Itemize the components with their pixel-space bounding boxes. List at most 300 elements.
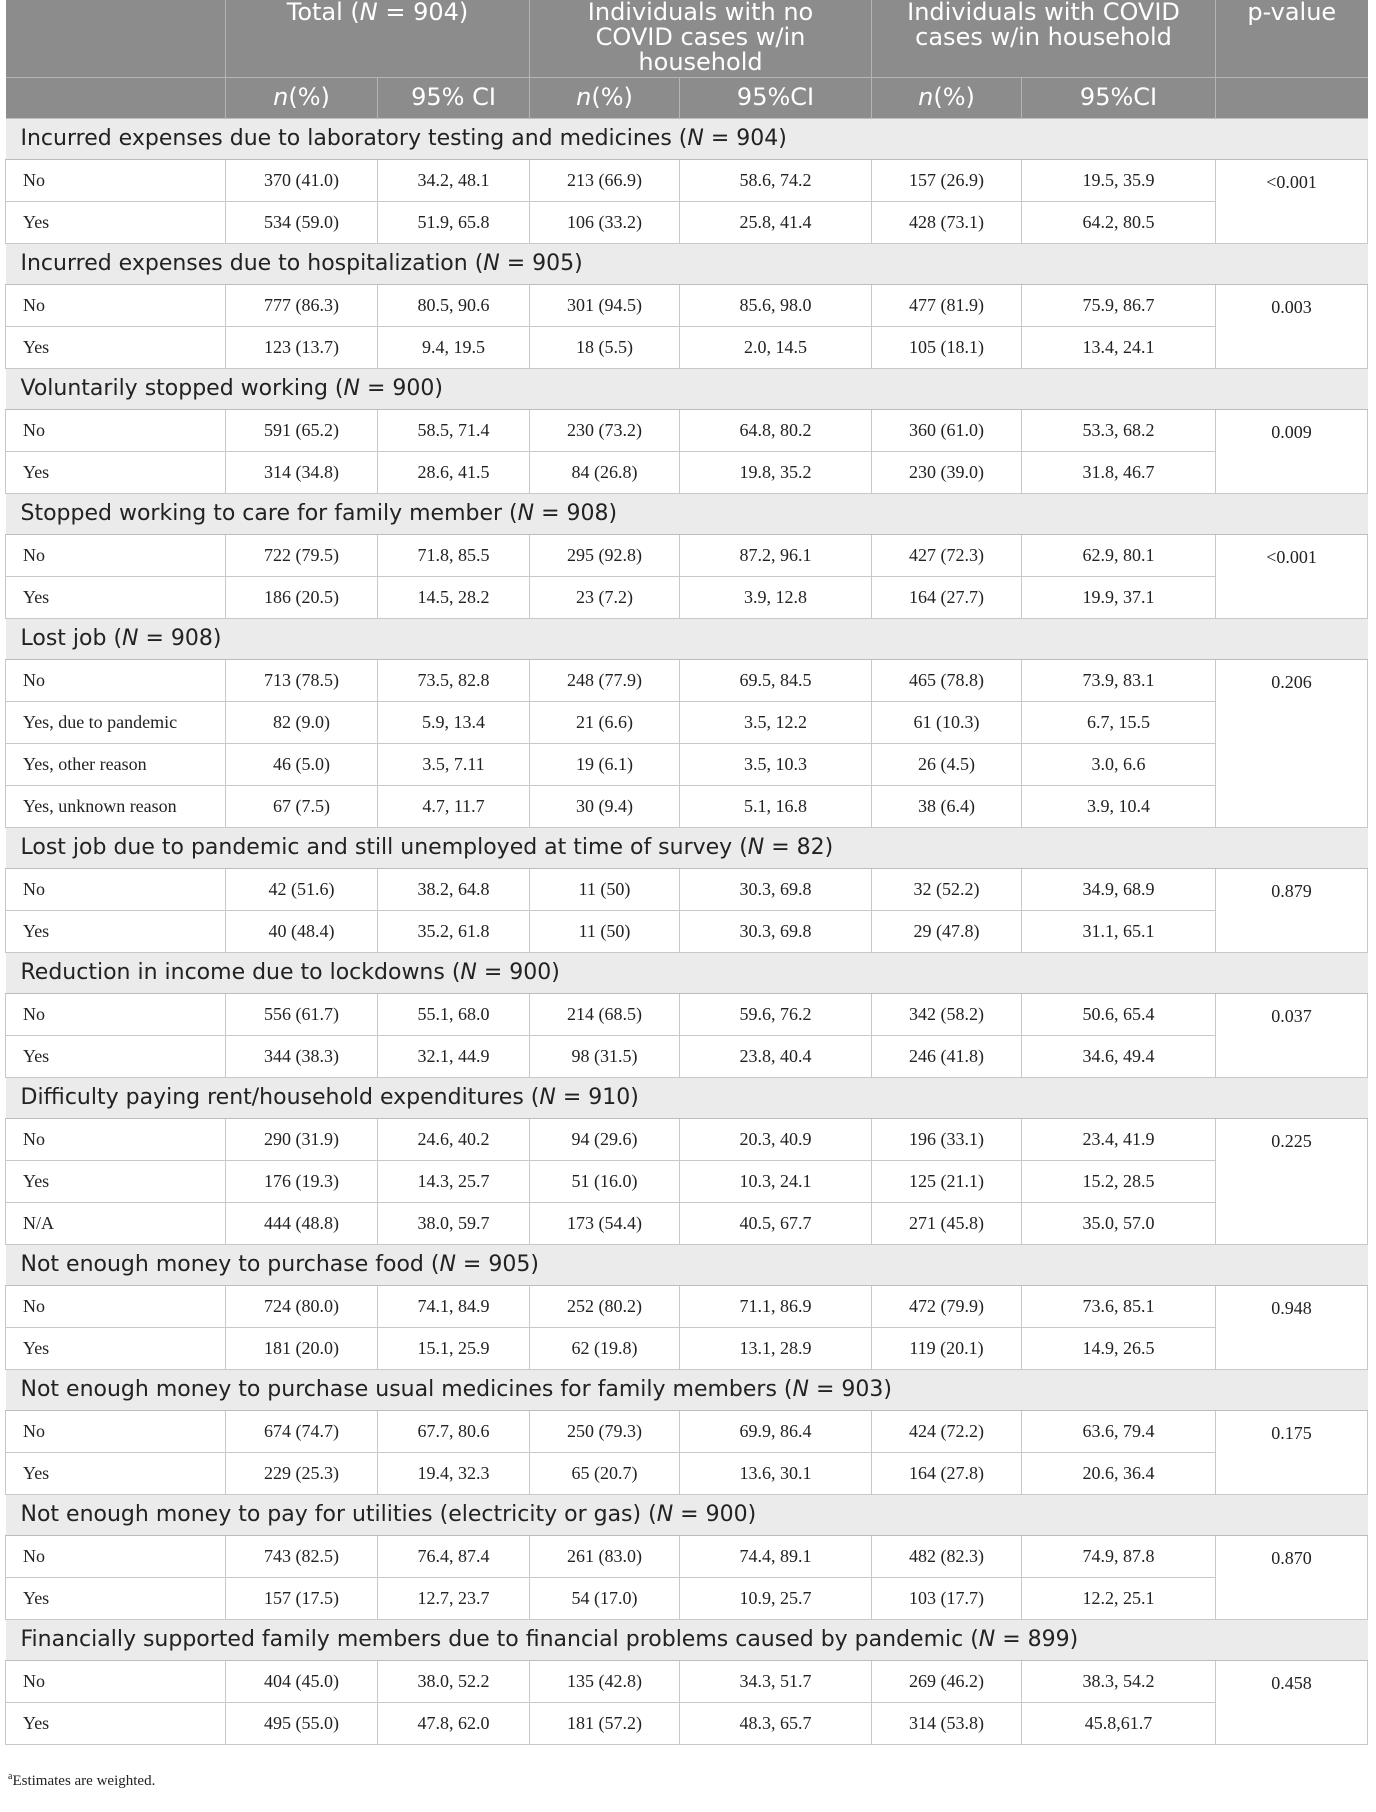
covid-n-cell: 26 (4.5) xyxy=(872,743,1022,785)
section-title-text: Not enough money to purchase usual medicines for family members ( xyxy=(20,1377,793,1402)
subheader-total-n: n(%) xyxy=(226,77,378,118)
table-row xyxy=(6,993,1368,1035)
section-n-value: = 905) xyxy=(455,1252,539,1277)
section-header xyxy=(6,1244,1368,1285)
total-n-cell: 181 (20.0) xyxy=(226,1327,378,1369)
total-ci-cell: 55.1, 68.0 xyxy=(378,993,530,1035)
table-row xyxy=(6,785,1368,827)
total-ci-cell: 35.2, 61.8 xyxy=(378,910,530,952)
total-ci-cell: 12.7, 23.7 xyxy=(378,1577,530,1619)
section-header xyxy=(6,1494,1368,1535)
table-row xyxy=(6,1535,1368,1577)
pvalue-cell: 0.948 xyxy=(1216,1285,1368,1369)
no-covid-n-cell: 248 (77.9) xyxy=(530,659,680,701)
covid-ci-cell: 31.8, 46.7 xyxy=(1022,451,1216,493)
row-label: Yes xyxy=(6,1160,226,1202)
section-title xyxy=(6,1077,1368,1118)
covid-n-cell: 424 (72.2) xyxy=(872,1410,1022,1452)
covid-n-cell: 342 (58.2) xyxy=(872,993,1022,1035)
row-label: Yes, unknown reason xyxy=(6,785,226,827)
covid-n-cell: 157 (26.9) xyxy=(872,159,1022,201)
table-row xyxy=(6,743,1368,785)
section-n-value: = 905) xyxy=(499,251,583,276)
subheader-no-n: n(%) xyxy=(530,77,680,118)
header-covid: Individuals with COVID cases w/in household xyxy=(872,0,1216,77)
total-n-cell: 556 (61.7) xyxy=(226,993,378,1035)
section-header xyxy=(6,368,1368,409)
section-n-symbol: N xyxy=(517,501,535,526)
total-n-cell: 186 (20.5) xyxy=(226,576,378,618)
covid-n-cell: 472 (79.9) xyxy=(872,1285,1022,1327)
section-n-value: = 908) xyxy=(534,501,618,526)
covid-n-cell: 477 (81.9) xyxy=(872,284,1022,326)
row-label: Yes xyxy=(6,201,226,243)
covid-n-cell: 61 (10.3) xyxy=(872,701,1022,743)
no-covid-ci-cell: 13.1, 28.9 xyxy=(680,1327,872,1369)
row-label: Yes xyxy=(6,1702,226,1744)
table-row xyxy=(6,1160,1368,1202)
section-title-text: Stopped working to care for family member ( xyxy=(20,501,518,526)
total-n-cell: 82 (9.0) xyxy=(226,701,378,743)
covid-ci-cell: 6.7, 15.5 xyxy=(1022,701,1216,743)
row-label: Yes xyxy=(6,1035,226,1077)
covid-n-cell: 269 (46.2) xyxy=(872,1660,1022,1702)
no-covid-ci-cell: 19.8, 35.2 xyxy=(680,451,872,493)
covid-n-cell: 196 (33.1) xyxy=(872,1118,1022,1160)
header-pvalue: p-value xyxy=(1216,0,1368,77)
pvalue-cell: 0.458 xyxy=(1216,1660,1368,1744)
no-covid-n-cell: 23 (7.2) xyxy=(530,576,680,618)
no-covid-n-cell: 301 (94.5) xyxy=(530,284,680,326)
table-body xyxy=(6,118,1368,1744)
covid-n-cell: 103 (17.7) xyxy=(872,1577,1022,1619)
section-title xyxy=(6,493,1368,534)
covid-n-cell: 29 (47.8) xyxy=(872,910,1022,952)
section-n-symbol: N xyxy=(539,1085,556,1110)
total-n-cell: 67 (7.5) xyxy=(226,785,378,827)
covid-n-cell: 125 (21.1) xyxy=(872,1160,1022,1202)
subheader-yes-ci: 95%CI xyxy=(1022,77,1216,118)
total-n-cell: 290 (31.9) xyxy=(226,1118,378,1160)
row-label: No xyxy=(6,659,226,701)
covid-ci-cell: 3.9, 10.4 xyxy=(1022,785,1216,827)
no-covid-n-cell: 173 (54.4) xyxy=(530,1202,680,1244)
section-title-text: Incurred expenses due to laboratory testing and medicines ( xyxy=(20,126,688,151)
subheader-pvalue-blank xyxy=(1216,77,1368,118)
total-ci-cell: 5.9, 13.4 xyxy=(378,701,530,743)
row-label: No xyxy=(6,1660,226,1702)
section-n-value: = 904) xyxy=(703,126,787,151)
covid-ci-cell: 12.2, 25.1 xyxy=(1022,1577,1216,1619)
total-n-cell: 713 (78.5) xyxy=(226,659,378,701)
section-title xyxy=(6,368,1368,409)
covid-n-cell: 119 (20.1) xyxy=(872,1327,1022,1369)
covid-ci-cell: 34.6, 49.4 xyxy=(1022,1035,1216,1077)
section-header xyxy=(6,1077,1368,1118)
no-covid-ci-cell: 30.3, 69.8 xyxy=(680,910,872,952)
no-covid-ci-cell: 23.8, 40.4 xyxy=(680,1035,872,1077)
table-row xyxy=(6,284,1368,326)
total-ci-cell: 76.4, 87.4 xyxy=(378,1535,530,1577)
total-n-cell: 495 (55.0) xyxy=(226,1702,378,1744)
total-n-cell: 40 (48.4) xyxy=(226,910,378,952)
total-ci-cell: 14.5, 28.2 xyxy=(378,576,530,618)
section-n-symbol: N xyxy=(687,126,704,151)
row-label: N/A xyxy=(6,1202,226,1244)
pvalue-cell: 0.175 xyxy=(1216,1410,1368,1494)
no-covid-ci-cell: 25.8, 41.4 xyxy=(680,201,872,243)
table-row xyxy=(6,1577,1368,1619)
no-covid-n-cell: 62 (19.8) xyxy=(530,1327,680,1369)
section-n-symbol: N xyxy=(747,835,765,860)
section-title-text: Lost job ( xyxy=(20,626,123,651)
total-ci-cell: 71.8, 85.5 xyxy=(378,534,530,576)
covid-ci-cell: 63.6, 79.4 xyxy=(1022,1410,1216,1452)
table-row xyxy=(6,409,1368,451)
section-title-text: Not enough money to pay for utilities (electricity or gas) ( xyxy=(20,1502,657,1527)
pvalue-cell: 0.003 xyxy=(1216,284,1368,368)
total-n-cell: 777 (86.3) xyxy=(226,284,378,326)
total-ci-cell: 4.7, 11.7 xyxy=(378,785,530,827)
section-n-value: = 900) xyxy=(359,376,443,401)
section-header xyxy=(6,243,1368,284)
pvalue-cell: <0.001 xyxy=(1216,159,1368,243)
no-covid-ci-cell: 3.9, 12.8 xyxy=(680,576,872,618)
total-n-cell: 724 (80.0) xyxy=(226,1285,378,1327)
table-row xyxy=(6,326,1368,368)
no-covid-n-cell: 261 (83.0) xyxy=(530,1535,680,1577)
no-covid-ci-cell: 85.6, 98.0 xyxy=(680,284,872,326)
total-ci-cell: 9.4, 19.5 xyxy=(378,326,530,368)
footnote: $^a$Estimates are weighted. xyxy=(8,1771,156,1789)
pvalue-cell: 0.225 xyxy=(1216,1118,1368,1244)
section-title-text: Difficulty paying rent/household expenditures ( xyxy=(20,1085,540,1110)
row-label: No xyxy=(6,1285,226,1327)
no-covid-ci-cell: 58.6, 74.2 xyxy=(680,159,872,201)
total-ci-cell: 47.8, 62.0 xyxy=(378,1702,530,1744)
total-n-cell: 534 (59.0) xyxy=(226,201,378,243)
table-row xyxy=(6,1702,1368,1744)
total-n-cell: 176 (19.3) xyxy=(226,1160,378,1202)
no-covid-ci-cell: 10.9, 25.7 xyxy=(680,1577,872,1619)
total-ci-cell: 34.2, 48.1 xyxy=(378,159,530,201)
section-n-symbol: N xyxy=(483,251,500,276)
covid-ci-cell: 3.0, 6.6 xyxy=(1022,743,1216,785)
section-n-symbol: N xyxy=(978,1627,996,1652)
row-label: No xyxy=(6,284,226,326)
covid-ci-cell: 20.6, 36.4 xyxy=(1022,1452,1216,1494)
pvalue-cell: 0.206 xyxy=(1216,659,1368,827)
total-ci-cell: 74.1, 84.9 xyxy=(378,1285,530,1327)
covid-ci-cell: 15.2, 28.5 xyxy=(1022,1160,1216,1202)
total-ci-cell: 38.0, 52.2 xyxy=(378,1660,530,1702)
covid-ci-cell: 19.9, 37.1 xyxy=(1022,576,1216,618)
no-covid-n-cell: 54 (17.0) xyxy=(530,1577,680,1619)
header-row-1 xyxy=(6,0,1368,77)
no-covid-n-cell: 135 (42.8) xyxy=(530,1660,680,1702)
no-covid-n-cell: 84 (26.8) xyxy=(530,451,680,493)
no-covid-n-cell: 106 (33.2) xyxy=(530,201,680,243)
no-covid-ci-cell: 59.6, 76.2 xyxy=(680,993,872,1035)
section-n-value: = 908) xyxy=(138,626,222,651)
section-header xyxy=(6,1369,1368,1410)
row-label: No xyxy=(6,159,226,201)
covid-n-cell: 428 (73.1) xyxy=(872,201,1022,243)
table-row xyxy=(6,1452,1368,1494)
total-ci-cell: 38.0, 59.7 xyxy=(378,1202,530,1244)
no-covid-ci-cell: 40.5, 67.7 xyxy=(680,1202,872,1244)
row-label: No xyxy=(6,1410,226,1452)
covid-ci-cell: 53.3, 68.2 xyxy=(1022,409,1216,451)
covid-n-cell: 164 (27.7) xyxy=(872,576,1022,618)
subheader-yes-n: n(%) xyxy=(872,77,1022,118)
section-n-value: = 910) xyxy=(555,1085,639,1110)
covid-ci-cell: 62.9, 80.1 xyxy=(1022,534,1216,576)
no-covid-ci-cell: 20.3, 40.9 xyxy=(680,1118,872,1160)
table-row xyxy=(6,910,1368,952)
section-title-text: Voluntarily stopped working ( xyxy=(20,376,344,401)
covid-n-cell: 271 (45.8) xyxy=(872,1202,1022,1244)
row-label: Yes xyxy=(6,1452,226,1494)
table-row xyxy=(6,868,1368,910)
no-covid-ci-cell: 74.4, 89.1 xyxy=(680,1535,872,1577)
total-ci-cell: 24.6, 40.2 xyxy=(378,1118,530,1160)
section-header xyxy=(6,1619,1368,1660)
section-n-value: = 900) xyxy=(476,960,560,985)
section-header xyxy=(6,493,1368,534)
no-covid-n-cell: 295 (92.8) xyxy=(530,534,680,576)
total-ci-cell: 38.2, 64.8 xyxy=(378,868,530,910)
section-title xyxy=(6,118,1368,159)
section-title xyxy=(6,1369,1368,1410)
covid-n-cell: 427 (72.3) xyxy=(872,534,1022,576)
header-blank xyxy=(6,0,226,77)
no-covid-ci-cell: 10.3, 24.1 xyxy=(680,1160,872,1202)
row-label: No xyxy=(6,409,226,451)
no-covid-n-cell: 18 (5.5) xyxy=(530,326,680,368)
total-ci-cell: 58.5, 71.4 xyxy=(378,409,530,451)
section-header xyxy=(6,952,1368,993)
total-n-cell: 344 (38.3) xyxy=(226,1035,378,1077)
table-row xyxy=(6,1202,1368,1244)
row-label: No xyxy=(6,993,226,1035)
total-n-cell: 722 (79.5) xyxy=(226,534,378,576)
covid-ci-cell: 50.6, 65.4 xyxy=(1022,993,1216,1035)
covid-n-cell: 482 (82.3) xyxy=(872,1535,1022,1577)
table-container xyxy=(5,0,1367,1745)
row-label: Yes xyxy=(6,451,226,493)
total-n-cell: 314 (34.8) xyxy=(226,451,378,493)
covid-ci-cell: 74.9, 87.8 xyxy=(1022,1535,1216,1577)
covid-n-cell: 360 (61.0) xyxy=(872,409,1022,451)
section-title-text: Financially supported family members due to financial problems caused by pandemic ( xyxy=(20,1627,979,1652)
covid-n-cell: 230 (39.0) xyxy=(872,451,1022,493)
section-title-text: Not enough money to purchase food ( xyxy=(20,1252,440,1277)
no-covid-n-cell: 250 (79.3) xyxy=(530,1410,680,1452)
no-covid-n-cell: 252 (80.2) xyxy=(530,1285,680,1327)
no-covid-ci-cell: 34.3, 51.7 xyxy=(680,1660,872,1702)
header-no-covid: Individuals with no COVID cases w/in household xyxy=(530,0,872,77)
section-title-text: Lost job due to pandemic and still unemployed at time of survey ( xyxy=(20,835,748,860)
no-covid-n-cell: 11 (50) xyxy=(530,910,680,952)
total-n-cell: 229 (25.3) xyxy=(226,1452,378,1494)
total-ci-cell: 28.6, 41.5 xyxy=(378,451,530,493)
no-covid-n-cell: 230 (73.2) xyxy=(530,409,680,451)
total-ci-cell: 67.7, 80.6 xyxy=(378,1410,530,1452)
section-header xyxy=(6,827,1368,868)
covid-n-cell: 32 (52.2) xyxy=(872,868,1022,910)
table-row xyxy=(6,1035,1368,1077)
row-label: No xyxy=(6,1535,226,1577)
covid-ci-cell: 34.9, 68.9 xyxy=(1022,868,1216,910)
section-n-symbol: N xyxy=(439,1252,456,1277)
row-label: Yes xyxy=(6,326,226,368)
covid-ci-cell: 73.6, 85.1 xyxy=(1022,1285,1216,1327)
subheader-no-ci: 95%CI xyxy=(680,77,872,118)
table-row xyxy=(6,1285,1368,1327)
total-n-cell: 404 (45.0) xyxy=(226,1660,378,1702)
covid-ci-cell: 14.9, 26.5 xyxy=(1022,1327,1216,1369)
section-title xyxy=(6,827,1368,868)
row-label: Yes, due to pandemic xyxy=(6,701,226,743)
covid-ci-cell: 38.3, 54.2 xyxy=(1022,1660,1216,1702)
table-row xyxy=(6,1410,1368,1452)
table-row xyxy=(6,659,1368,701)
section-n-symbol: N xyxy=(122,626,139,651)
covid-ci-cell: 45.8,61.7 xyxy=(1022,1702,1216,1744)
no-covid-ci-cell: 71.1, 86.9 xyxy=(680,1285,872,1327)
no-covid-n-cell: 51 (16.0) xyxy=(530,1160,680,1202)
covid-n-cell: 164 (27.8) xyxy=(872,1452,1022,1494)
no-covid-n-cell: 19 (6.1) xyxy=(530,743,680,785)
no-covid-ci-cell: 3.5, 12.2 xyxy=(680,701,872,743)
row-label: No xyxy=(6,1118,226,1160)
total-n-cell: 674 (74.7) xyxy=(226,1410,378,1452)
no-covid-ci-cell: 87.2, 96.1 xyxy=(680,534,872,576)
total-n-cell: 743 (82.5) xyxy=(226,1535,378,1577)
pvalue-cell: <0.001 xyxy=(1216,534,1368,618)
total-n-cell: 370 (41.0) xyxy=(226,159,378,201)
total-ci-cell: 73.5, 82.8 xyxy=(378,659,530,701)
section-title xyxy=(6,1494,1368,1535)
covid-n-cell: 465 (78.8) xyxy=(872,659,1022,701)
pvalue-cell: 0.037 xyxy=(1216,993,1368,1077)
section-n-value: = 900) xyxy=(673,1502,757,1527)
no-covid-n-cell: 21 (6.6) xyxy=(530,701,680,743)
section-n-symbol: N xyxy=(460,960,477,985)
total-n-cell: 42 (51.6) xyxy=(226,868,378,910)
no-covid-ci-cell: 64.8, 80.2 xyxy=(680,409,872,451)
no-covid-n-cell: 213 (66.9) xyxy=(530,159,680,201)
row-label: Yes xyxy=(6,1327,226,1369)
covid-ci-cell: 31.1, 65.1 xyxy=(1022,910,1216,952)
total-ci-cell: 51.9, 65.8 xyxy=(378,201,530,243)
total-ci-cell: 15.1, 25.9 xyxy=(378,1327,530,1369)
table-row xyxy=(6,576,1368,618)
row-label: Yes xyxy=(6,576,226,618)
total-n-cell: 46 (5.0) xyxy=(226,743,378,785)
table-row xyxy=(6,201,1368,243)
section-title-text: Reduction in income due to lockdowns ( xyxy=(20,960,461,985)
table-row xyxy=(6,451,1368,493)
no-covid-n-cell: 214 (68.5) xyxy=(530,993,680,1035)
row-label: Yes, other reason xyxy=(6,743,226,785)
covid-n-cell: 38 (6.4) xyxy=(872,785,1022,827)
no-covid-n-cell: 98 (31.5) xyxy=(530,1035,680,1077)
no-covid-ci-cell: 5.1, 16.8 xyxy=(680,785,872,827)
section-title xyxy=(6,618,1368,659)
row-label: No xyxy=(6,868,226,910)
section-title-text: Incurred expenses due to hospitalization ( xyxy=(20,251,484,276)
covid-n-cell: 105 (18.1) xyxy=(872,326,1022,368)
subheader-total-ci: 95% CI xyxy=(378,77,530,118)
covid-ci-cell: 64.2, 80.5 xyxy=(1022,201,1216,243)
section-n-value: = 899) xyxy=(995,1627,1079,1652)
covid-n-cell: 314 (53.8) xyxy=(872,1702,1022,1744)
no-covid-n-cell: 30 (9.4) xyxy=(530,785,680,827)
no-covid-n-cell: 11 (50) xyxy=(530,868,680,910)
covid-n-cell: 246 (41.8) xyxy=(872,1035,1022,1077)
pvalue-cell: 0.009 xyxy=(1216,409,1368,493)
table-row xyxy=(6,701,1368,743)
section-title xyxy=(6,1619,1368,1660)
pvalue-cell: 0.870 xyxy=(1216,1535,1368,1619)
covid-ci-cell: 23.4, 41.9 xyxy=(1022,1118,1216,1160)
table-row xyxy=(6,1118,1368,1160)
header-total: Total (N = 904) xyxy=(226,0,530,77)
no-covid-ci-cell: 3.5, 10.3 xyxy=(680,743,872,785)
total-n-cell: 444 (48.8) xyxy=(226,1202,378,1244)
total-ci-cell: 19.4, 32.3 xyxy=(378,1452,530,1494)
section-title xyxy=(6,952,1368,993)
no-covid-ci-cell: 2.0, 14.5 xyxy=(680,326,872,368)
no-covid-ci-cell: 69.5, 84.5 xyxy=(680,659,872,701)
no-covid-n-cell: 65 (20.7) xyxy=(530,1452,680,1494)
section-n-value: = 82) xyxy=(764,835,834,860)
header-row-2 xyxy=(6,77,1368,118)
no-covid-ci-cell: 13.6, 30.1 xyxy=(680,1452,872,1494)
covid-ci-cell: 13.4, 24.1 xyxy=(1022,326,1216,368)
pvalue-cell: 0.879 xyxy=(1216,868,1368,952)
total-ci-cell: 80.5, 90.6 xyxy=(378,284,530,326)
covid-ci-cell: 35.0, 57.0 xyxy=(1022,1202,1216,1244)
no-covid-n-cell: 94 (29.6) xyxy=(530,1118,680,1160)
no-covid-ci-cell: 48.3, 65.7 xyxy=(680,1702,872,1744)
row-label: Yes xyxy=(6,910,226,952)
section-n-symbol: N xyxy=(656,1502,674,1527)
no-covid-n-cell: 181 (57.2) xyxy=(530,1702,680,1744)
table-row xyxy=(6,1660,1368,1702)
section-title xyxy=(6,1244,1368,1285)
total-n-cell: 591 (65.2) xyxy=(226,409,378,451)
row-label: No xyxy=(6,534,226,576)
table-row xyxy=(6,534,1368,576)
section-n-symbol: N xyxy=(792,1377,809,1402)
covid-ci-cell: 73.9, 83.1 xyxy=(1022,659,1216,701)
total-ci-cell: 32.1, 44.9 xyxy=(378,1035,530,1077)
total-ci-cell: 3.5, 7.11 xyxy=(378,743,530,785)
section-n-symbol: N xyxy=(343,376,360,401)
total-ci-cell: 14.3, 25.7 xyxy=(378,1160,530,1202)
data-table xyxy=(5,0,1368,1745)
no-covid-ci-cell: 30.3, 69.8 xyxy=(680,868,872,910)
row-label: Yes xyxy=(6,1577,226,1619)
covid-ci-cell: 75.9, 86.7 xyxy=(1022,284,1216,326)
section-header xyxy=(6,118,1368,159)
table-row xyxy=(6,159,1368,201)
section-header xyxy=(6,618,1368,659)
covid-ci-cell: 19.5, 35.9 xyxy=(1022,159,1216,201)
